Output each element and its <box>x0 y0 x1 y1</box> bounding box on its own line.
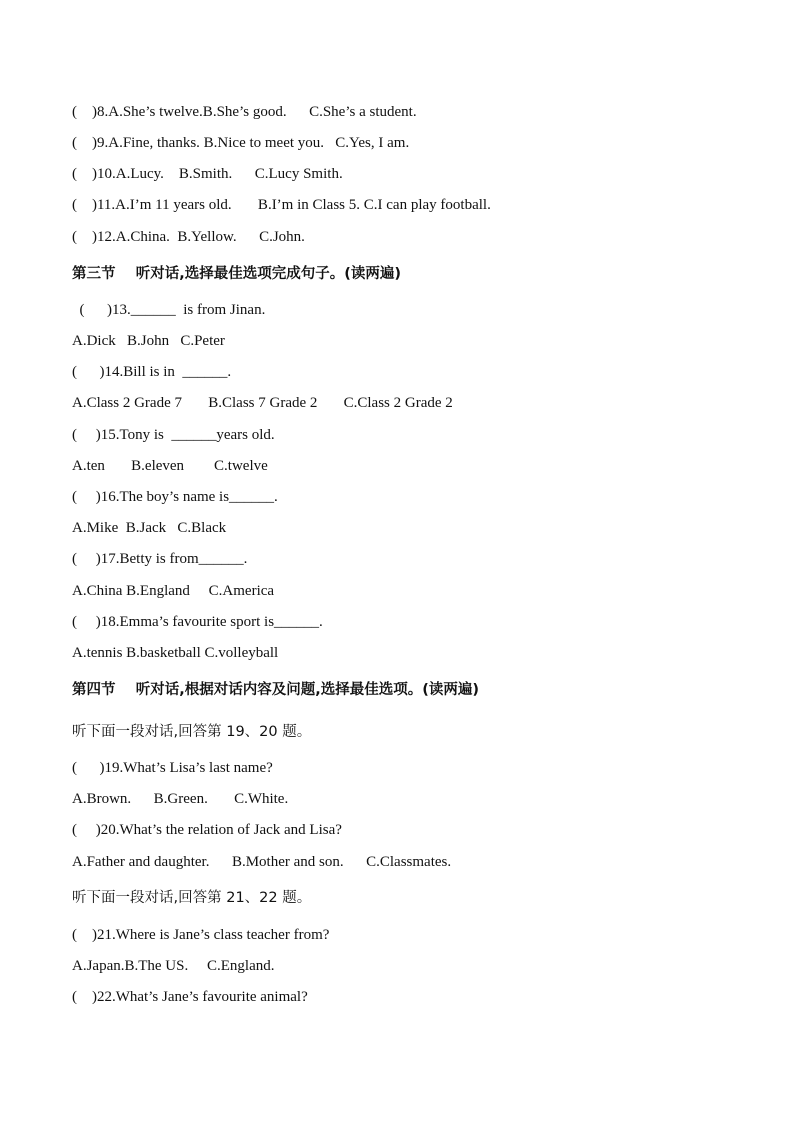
question-9: ( )9.A.Fine, thanks. B.Nice to meet you. C.Yes, I am. <box>72 135 410 151</box>
question-8: ( )8.A.She’s twelve.B.She’s good. C.She’s a student. <box>72 104 417 120</box>
question-15: ( )15.Tony is ______years old. <box>72 427 275 443</box>
question-17: ( )17.Betty is from______. <box>72 551 248 567</box>
question-15-options: A.ten B.eleven C.twelve <box>72 458 268 474</box>
question-14-options: A.Class 2 Grade 7 B.Class 7 Grade 2 C.Class 2 Grade 2 <box>72 395 453 411</box>
question-12: ( )12.A.China. B.Yellow. C.John. <box>72 229 305 245</box>
section-4-heading: 第四节 听对话,根据对话内容及问题,选择最佳选项。(读两遍) <box>72 682 479 698</box>
section-3-heading: 第三节 听对话,选择最佳选项完成句子。(读两遍) <box>72 266 401 282</box>
question-16: ( )16.The boy’s name is______. <box>72 489 278 505</box>
question-11: ( )11.A.I’m 11 years old. B.I’m in Class 5. C.I can play football. <box>72 197 491 213</box>
question-22: ( )22.What’s Jane’s favourite animal? <box>72 989 308 1005</box>
question-21-options: A.Japan.B.The US. C.England. <box>72 958 275 974</box>
question-17-options: A.China B.England C.America <box>72 583 275 599</box>
question-19-options: A.Brown. B.Green. C.White. <box>72 791 289 807</box>
question-13-options: A.Dick B.John C.Peter <box>72 333 225 349</box>
question-21: ( )21.Where is Jane’s class teacher from? <box>72 927 330 943</box>
question-20: ( )20.What’s the relation of Jack and Lisa? <box>72 822 342 838</box>
question-14: ( )14.Bill is in ______. <box>72 364 232 380</box>
dialogue-1-instruction: 听下面一段对话,回答第 19、20 题。 <box>72 724 312 740</box>
question-16-options: A.Mike B.Jack C.Black <box>72 520 227 536</box>
question-18: ( )18.Emma’s favourite sport is______. <box>72 614 323 630</box>
question-13: ( )13.______ is from Jinan. <box>72 302 266 318</box>
dialogue-2-instruction: 听下面一段对话,回答第 21、22 题。 <box>72 890 312 906</box>
question-18-options: A.tennis B.basketball C.volleyball <box>72 645 279 661</box>
question-10: ( )10.A.Lucy. B.Smith. C.Lucy Smith. <box>72 166 343 182</box>
question-20-options: A.Father and daughter. B.Mother and son. C.Classmates. <box>72 854 452 870</box>
question-19: ( )19.What’s Lisa’s last name? <box>72 760 273 776</box>
